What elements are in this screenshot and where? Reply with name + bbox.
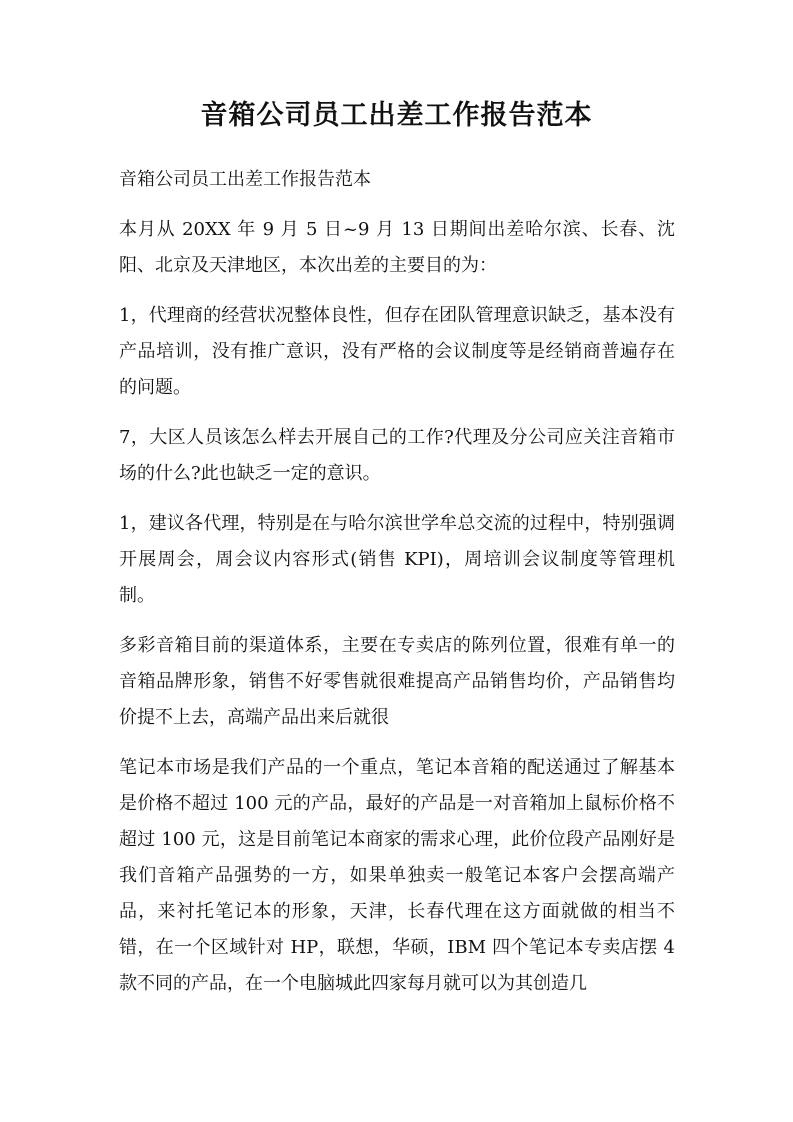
document-subtitle: 音箱公司员工出差工作报告范本: [119, 169, 371, 190]
paragraph-channel-system: 多彩音箱目前的渠道体系，主要在专卖店的陈列位置，很难有单一的音箱品牌形象，销售不好零售就很难提高产品销售均价，产品销售均价提不上去，高端产品出来后就很: [119, 635, 675, 728]
paragraph-regional-staff: 7，大区人员该怎么样去开展自己的工作?代理及分公司应关注音箱市场的什么?此也缺乏一定的意识。: [119, 427, 675, 484]
paragraph-dealer-status: 1，代理商的经营状况整体良性，但存在团队管理意识缺乏，基本没有产品培训，没有推广意识，没有严格的会议制度等是经销商普遍存在的问题。: [119, 305, 675, 398]
document-body: [119, 162, 675, 1016]
paragraph-notebook-market: 笔记本市场是我们产品的一个重点，笔记本音箱的配送通过了解基本是价格不超过 100 元的产品，最好的产品是一对音箱加上鼠标价格不超过 100 元，这是目前笔记本商家的需求心理，此价位段产品刚好是我们音箱产品强势的一方，如果单独卖一般笔记本客户会摆高端产品，来衬托笔记本的形象，天津，长春代理在这方面就做的相当不错，在一个区域针对 HP，联想，华硕，IBM 四个笔记本专卖店摆 4 款不同的产品，在一个电脑城此四家每月就可以为其创造几: [119, 757, 675, 994]
paragraph-trip-intro: 本月从 20XX 年 9 月 5 日~9 月 13 日期间出差哈尔滨、长春、沈阳、北京及天津地区，本次出差的主要目的为：: [119, 219, 675, 276]
document-title: 音箱公司员工出差工作报告范本: [200, 100, 593, 131]
paragraph-suggestions: 1，建议各代理，特别是在与哈尔滨世学牟总交流的过程中，特别强调开展周会，周会议内容形式(销售 KPI)，周培训会议制度等管理机制。: [119, 513, 675, 606]
